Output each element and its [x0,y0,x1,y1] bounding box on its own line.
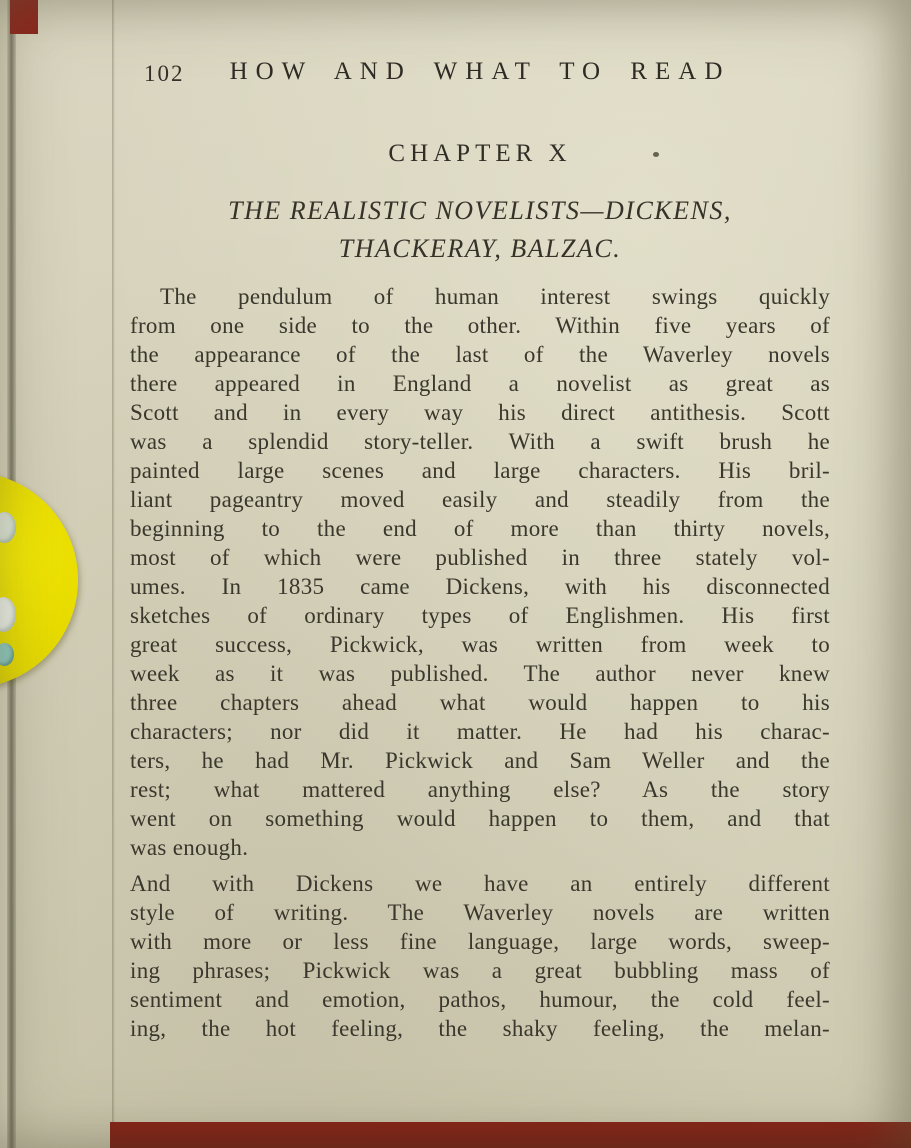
paragraph-2 [130,869,830,1043]
text-line: ing, the hot feeling, the shaky feeling, the melan- [130,1016,830,1041]
text-line: sketches of ordinary types of Englishmen. His first [130,603,830,628]
chapter-heading: CHAPTER X [388,140,572,167]
text-line: most of which were published in three stately vol- [130,545,830,570]
page-header [130,58,830,90]
text-line: Scott and in every way his direct antithesis. Scott [130,400,830,425]
body-text [130,282,830,1043]
text-line: The pendulum of human interest swings quickly [160,284,830,309]
text-line: ing phrases; Pickwick was a great bubbling mass of [130,958,830,983]
red-cover-bottom-strip [110,1122,911,1148]
text-line: style of writing. The Waverley novels are written [130,900,830,925]
text-line: there appeared in England a novelist as great as [130,371,830,396]
text-line: was a splendid story-teller. With a swift brush he [130,429,830,454]
text-line: from one side to the other. Within five years of [130,313,830,338]
text-line: went on something would happen to them, and that [130,806,830,831]
red-cover-corner [10,0,38,34]
text-line: liant pageantry moved easily and steadily from the [130,487,830,512]
text-line: with more or less fine language, large words, sweep- [130,929,830,954]
text-line: beginning to the end of more than thirty novels, [130,516,830,541]
text-line: ters, he had Mr. Pickwick and Sam Weller and the [130,748,830,773]
page-number: 102 [144,61,185,86]
text-line: week as it was published. The author never knew [130,661,830,686]
chapter-title-line2: THACKERAY, BALZAC. [338,234,622,263]
page-edge-shadow [112,0,115,1148]
text-line: And with Dickens we have an entirely different [130,871,830,896]
chapter-title-line1: THE REALISTIC NOVELISTS—DICKENS, [228,196,732,225]
text-line: painted large scenes and large characters. His bril- [130,458,830,483]
text-line: rest; what mattered anything else? As the story [130,777,830,802]
text-line: umes. In 1835 came Dickens, with his disconnected [130,574,830,599]
text-line: three chapters ahead what would happen to his [130,690,830,715]
running-title: HOW AND WHAT TO READ [229,58,731,85]
text-line: sentiment and emotion, pathos, humour, the cold feel- [130,987,830,1012]
chapter-title [130,192,830,268]
paragraph-1 [130,282,830,862]
text-line: the appearance of the last of the Waverley novels [130,342,830,367]
text-line: was enough. [130,835,249,860]
text-line: great success, Pickwick, was written from week to [130,632,830,657]
text-line: characters; nor did it matter. He had his charac- [130,719,830,744]
